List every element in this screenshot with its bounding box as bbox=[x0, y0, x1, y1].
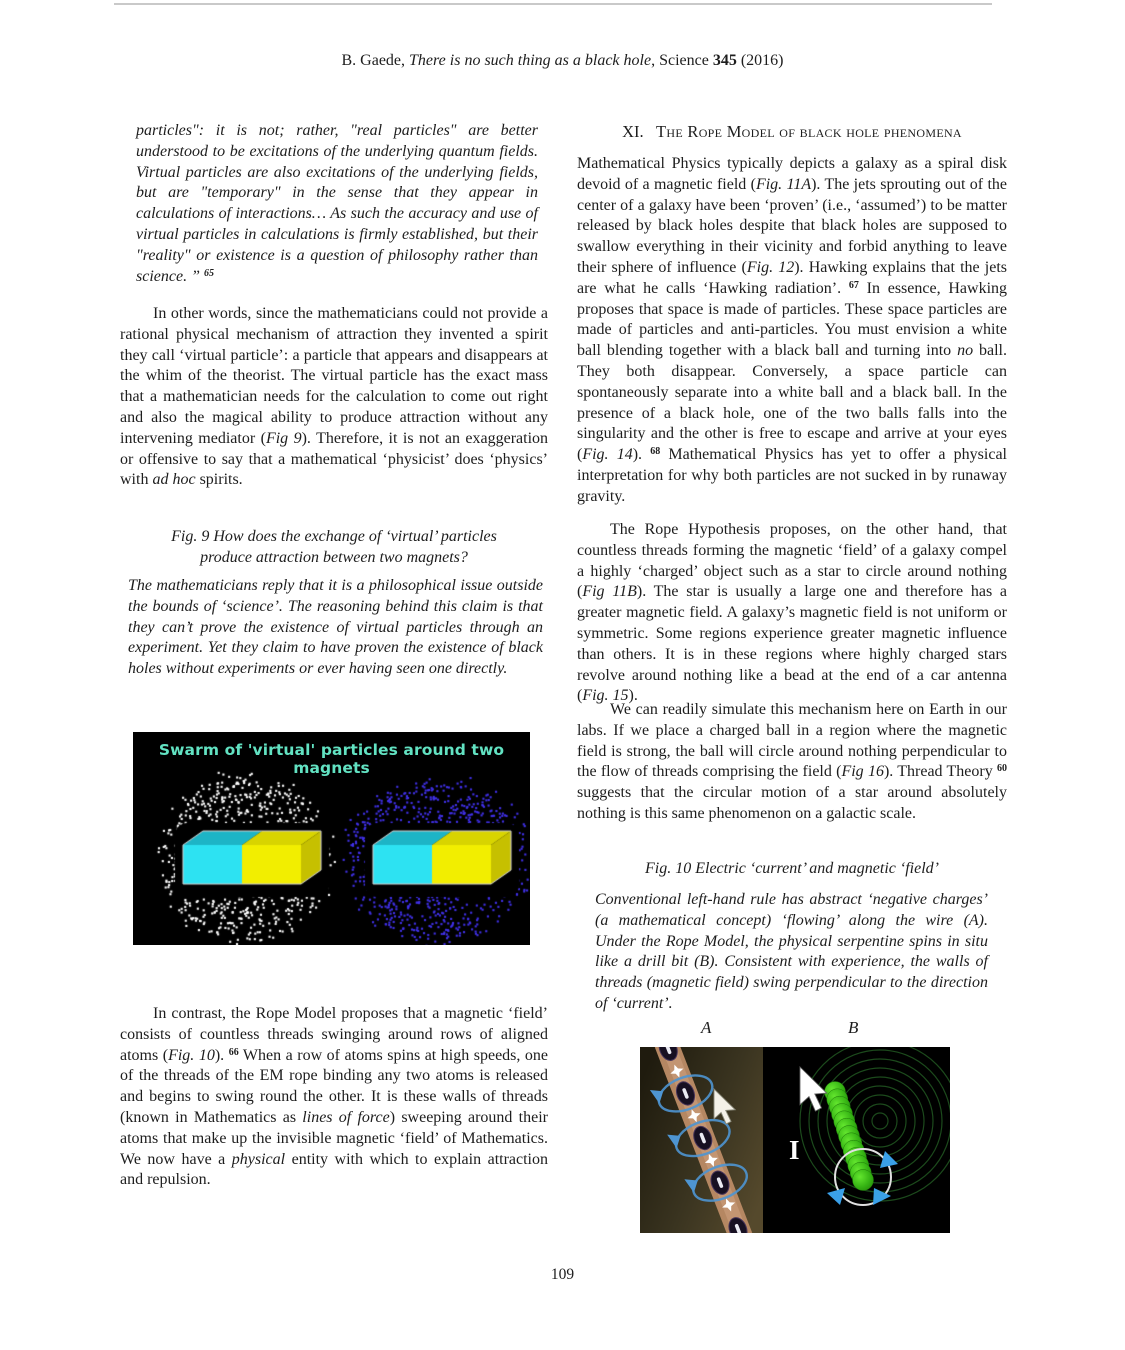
paragraph-rope-hypothesis: The Rope Hypothesis proposes, on the other hand, that countless threads forming the magnetic ‘field’ of a galaxy compel a highly ‘charged’ object such as a star to circle around nothing (Fig 11B). The star is usually a large one and therefore has a greater magnetic field. A galaxy’s magnetic field is not uniform or symmetric. Some regions experience greater magnetic influence than others. It is in these regions where highly charged stars revolve around nothing like a bead at the end of a car antenna (Fig. 15). bbox=[577, 521, 1008, 705]
top-rule-divider bbox=[114, 3, 992, 5]
panel-b-serpentine-image bbox=[763, 1047, 950, 1233]
running-head-volume: 345 bbox=[712, 52, 737, 69]
panel-a-label: A bbox=[701, 1018, 712, 1037]
figure9-caption: Fig. 9 How does the exchange of ‘virtual’ particles produce attraction between two magnets? bbox=[171, 528, 497, 566]
paragraph-mathematical-physics: Mathematical Physics typically depicts a galaxy as a spiral disk devoid of a magnetic field (Fig. 11A). The jets sprouting out of the center of a galaxy have been ‘proven’ (i.e., ‘assumed’) to be matter released by black holes despite that black holes are supposed to swallow everything in their vicinity and forbid anything to leave their sphere of influence (Fig. 12). Hawking explains that the jets are what he calls ‘Hawking radiation’. $^{67}$ In essence, Hawking proposes that space is made of particles. These space particles are made of particles and anti-particles. You must envision a white ball blending together with a black ball and turning into no ball. They both disappear. Conversely, a space particle can spontaneously separate into a white ball and a black ball. In the presence of a black hole, one of the two balls falls into the singularity and the other is free to escape and arrive at your eyes (Fig. 14). $^{68}$ Mathematical Physics has yet to offer a physical interpretation for why both particles are not sucked in by runaway gravity. bbox=[577, 155, 1008, 505]
section-title: The Rope Model of black hole phenomena bbox=[656, 122, 962, 141]
figure9-image-title: Swarm of 'virtual' particles around two magnets bbox=[158, 741, 505, 777]
paragraph-simulate-mechanism: We can readily simulate this mechanism here on Earth in our labs. If we place a charged ball in a region where the magnetic field is strong, the ball will circle around nothing perpendicular to the flow of threads comprising the field (Fig 16). Thread Theory $^{60}$ suggests that the circular motion of a star around absolutely nothing is this same phenomenon on a galactic scale. bbox=[577, 701, 1007, 822]
panel-b-label: B bbox=[848, 1018, 859, 1037]
block-quote-virtual-particles: particles": it is not; rather, "real particles" are better understood to be excitations of the underlying quantum fields. Virtual particles are also excitations of the underlying fields, but are "temporary" in the sense that they appear in calculations of interactions… As such the accuracy and use of virtual particles in calculations is firmly established, but their "reality" or existence is a question of philosophy rather than science. ” $^{65}$ bbox=[136, 122, 538, 285]
section-number: XI. bbox=[622, 122, 644, 141]
section-heading bbox=[577, 122, 1007, 142]
paragraph-in-other-words: In other words, since the mathematicians could not provide a rational physical mechanism of attraction they invented a spirit they call ‘virtual particle’: a particle that appears and disappears at the whim of the theorist. The virtual particle has the exact mass that a mathematician needs for the calculation to come out right and also the magical ability to produce attraction without any intervening mediator (Fig 9). Therefore, it is not an exaggeration or offensive to say that a mathematical ‘physicist’ does ‘physics’ with ad hoc spirits. bbox=[120, 305, 549, 489]
block-quote-left-hand-rule: Conventional left-hand rule has abstract ‘negative charges’ (a mathematical concept) ‘flowing’ along the wire (A). Under the Rope Model, the physical serpentine spins in situ like a drill bit (B). Consistent with experience, the walls of threads (magnetic field) swing perpendicular to the direction of ‘current’. bbox=[595, 891, 988, 1012]
figure10-caption: Fig. 10 Electric ‘current’ and magnetic ‘field’ bbox=[645, 860, 939, 877]
running-head: B. Gaede, There is no such thing as a black hole, Science 345 (2016) bbox=[341, 52, 784, 69]
paragraph-in-contrast: In contrast, the Rope Model proposes that a magnetic ‘field’ consists of countless threads swinging around rows of aligned atoms (Fig. 10). $^{66}$ When a row of atoms spins at high speeds, one of the threads of the EM rope binding any two atoms is released and begins to swing round the other. It is these walls of threads (known in Mathematics as lines of force) sweeping around their atoms that make up the invisible magnetic ‘field’ of Mathematics. We now have a physical entity with which to explain attraction and repulsion. bbox=[120, 1005, 549, 1189]
figure10-panel-labels bbox=[577, 1018, 1007, 1040]
figure10-image bbox=[640, 1047, 950, 1233]
page-number: 109 bbox=[550, 1266, 575, 1283]
current-label: I bbox=[789, 1135, 800, 1165]
running-head-author: B. Gaede, bbox=[341, 52, 410, 69]
panel-a-wire-image bbox=[640, 1047, 763, 1233]
running-head-title: There is no such thing as a black hole bbox=[409, 52, 652, 69]
figure9-swarm-image bbox=[133, 732, 530, 945]
block-quote-mathematicians-reply: The mathematicians reply that it is a philosophical issue outside the bounds of ‘science’. The reasoning behind this claim is that they can’t prove the existence of virtual particles through an experiment. Yet they claim to have proven the existence of black holes without experiments or ever having seen one directly. bbox=[128, 577, 543, 678]
